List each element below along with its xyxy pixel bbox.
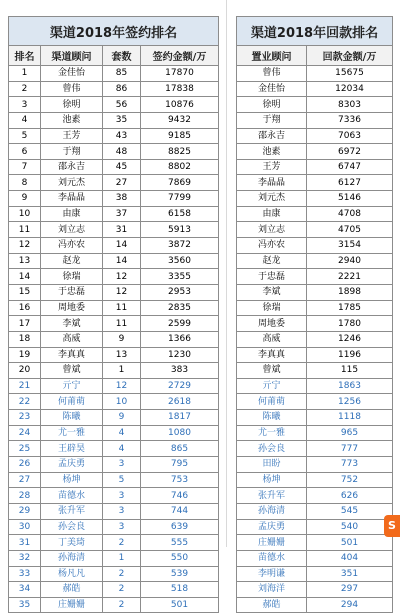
table-row <box>237 378 393 394</box>
advisor-cell[interactable]: 陈曦 <box>41 410 103 426</box>
advisor-cell[interactable]: 王辟昊 <box>41 441 103 457</box>
table-row <box>9 81 219 97</box>
table-row <box>237 191 393 207</box>
advisor-cell[interactable]: 郝皓 <box>41 582 103 598</box>
advisor-cell[interactable]: 刘元杰 <box>41 175 103 191</box>
payment-amount-cell[interactable]: 6747 <box>307 159 393 175</box>
advisor-cell[interactable]: 李斌 <box>41 316 103 332</box>
table-row <box>237 394 393 410</box>
advisor-cell[interactable]: 徐明 <box>41 97 103 113</box>
units-cell[interactable]: 2 <box>103 566 141 582</box>
payment-amount-cell[interactable]: 773 <box>307 457 393 473</box>
table-row <box>9 66 219 82</box>
signing-amount-cell[interactable]: 795 <box>141 457 219 473</box>
units-cell[interactable]: 4 <box>103 425 141 441</box>
signing-amount-cell[interactable]: 17838 <box>141 81 219 97</box>
advisor-cell[interactable]: 由康 <box>41 206 103 222</box>
advisor-cell[interactable]: 杨坤 <box>41 472 103 488</box>
units-cell[interactable]: 45 <box>103 159 141 175</box>
signing-amount-cell[interactable]: 9432 <box>141 112 219 128</box>
rank-cell[interactable]: 14 <box>9 269 41 285</box>
consultant-cell[interactable]: 孙会良 <box>237 441 307 457</box>
table-row <box>9 550 219 566</box>
signing-amount-cell[interactable]: 744 <box>141 503 219 519</box>
units-cell[interactable]: 5 <box>103 472 141 488</box>
consultant-cell[interactable]: 徐瑞 <box>237 300 307 316</box>
signing-amount-cell[interactable]: 8802 <box>141 159 219 175</box>
units-cell[interactable]: 2 <box>103 597 141 613</box>
table-row <box>237 597 393 613</box>
rank-cell[interactable]: 21 <box>9 378 41 394</box>
payment-amount-cell[interactable]: 7063 <box>307 128 393 144</box>
units-cell[interactable]: 13 <box>103 347 141 363</box>
advisor-header[interactable]: 渠道顾问 <box>41 46 103 66</box>
units-cell[interactable]: 3 <box>103 519 141 535</box>
units-cell[interactable]: 10 <box>103 394 141 410</box>
consultant-cell[interactable]: 冯亦农 <box>237 238 307 254</box>
consultant-cell[interactable]: 苗德水 <box>237 550 307 566</box>
payment-amount-cell[interactable]: 540 <box>307 519 393 535</box>
consultant-cell[interactable]: 曾伟 <box>237 66 307 82</box>
table-row <box>9 566 219 582</box>
units-cell[interactable]: 86 <box>103 81 141 97</box>
consultant-cell[interactable]: 亓宁 <box>237 378 307 394</box>
table-row <box>9 159 219 175</box>
rank-cell[interactable]: 24 <box>9 425 41 441</box>
signing-amount-cell[interactable]: 3560 <box>141 253 219 269</box>
table-row <box>9 191 219 207</box>
units-cell[interactable]: 35 <box>103 112 141 128</box>
units-cell[interactable]: 14 <box>103 238 141 254</box>
table-row <box>9 410 219 426</box>
payment-amount-cell[interactable]: 1246 <box>307 331 393 347</box>
rank-cell[interactable]: 31 <box>9 535 41 551</box>
units-cell[interactable]: 14 <box>103 253 141 269</box>
signing-amount-cell[interactable]: 6158 <box>141 206 219 222</box>
consultant-cell[interactable]: 孟庆勇 <box>237 519 307 535</box>
table-row <box>9 144 219 160</box>
table-row <box>9 269 219 285</box>
units-cell[interactable]: 56 <box>103 97 141 113</box>
signing-amount-cell[interactable]: 2618 <box>141 394 219 410</box>
table-row <box>9 112 219 128</box>
advisor-cell[interactable]: 曾伟 <box>41 81 103 97</box>
consultant-cell[interactable]: 尤一雅 <box>237 425 307 441</box>
signing-amount-cell[interactable]: 555 <box>141 535 219 551</box>
table-row <box>237 331 393 347</box>
units-cell[interactable]: 3 <box>103 503 141 519</box>
table-row <box>9 284 219 300</box>
table-row <box>237 81 393 97</box>
payment-amount-cell[interactable]: 351 <box>307 566 393 582</box>
payment-amount-cell[interactable]: 2940 <box>307 253 393 269</box>
consultant-cell[interactable]: 于忠磊 <box>237 269 307 285</box>
table-row <box>9 535 219 551</box>
table-row <box>9 457 219 473</box>
table-row <box>9 378 219 394</box>
signing-amount-cell[interactable]: 3355 <box>141 269 219 285</box>
table-row <box>9 363 219 379</box>
table-row <box>237 284 393 300</box>
payment-amount-cell[interactable]: 545 <box>307 503 393 519</box>
table-row <box>237 300 393 316</box>
signing-amount-cell[interactable]: 518 <box>141 582 219 598</box>
payment-table-title: 渠道2018年回款排名 <box>237 17 393 46</box>
signing-amount-cell[interactable]: 865 <box>141 441 219 457</box>
signing-table-title: 渠道2018年签约排名 <box>9 17 219 46</box>
table-row <box>9 206 219 222</box>
advisor-cell[interactable]: 丁美琦 <box>41 535 103 551</box>
rank-cell[interactable]: 32 <box>9 550 41 566</box>
table-row <box>9 331 219 347</box>
signing-amount-cell[interactable]: 5913 <box>141 222 219 238</box>
payment-table-body <box>237 66 393 613</box>
table-row <box>237 410 393 426</box>
units-cell[interactable]: 2 <box>103 582 141 598</box>
rank-cell[interactable]: 4 <box>9 112 41 128</box>
signing-amount-cell[interactable]: 10876 <box>141 97 219 113</box>
table-row <box>237 112 393 128</box>
table-row <box>9 316 219 332</box>
signing-ranking-table <box>8 16 219 613</box>
rank-header[interactable]: 排名 <box>9 46 41 66</box>
consultant-cell[interactable]: 邵永吉 <box>237 128 307 144</box>
rank-cell[interactable]: 25 <box>9 441 41 457</box>
signing-amount-cell[interactable]: 9185 <box>141 128 219 144</box>
signing-amount-cell[interactable]: 550 <box>141 550 219 566</box>
table-row <box>237 457 393 473</box>
consultant-cell[interactable]: 陈曦 <box>237 410 307 426</box>
units-cell[interactable]: 3 <box>103 457 141 473</box>
rank-cell[interactable]: 33 <box>9 566 41 582</box>
table-row <box>9 222 219 238</box>
signing-amount-cell[interactable]: 746 <box>141 488 219 504</box>
payment-amount-cell[interactable]: 6127 <box>307 175 393 191</box>
signing-amount-cell[interactable]: 2953 <box>141 284 219 300</box>
advisor-cell[interactable]: 赵龙 <box>41 253 103 269</box>
table-row <box>237 159 393 175</box>
units-cell[interactable]: 1 <box>103 363 141 379</box>
payment-amount-cell[interactable]: 2221 <box>307 269 393 285</box>
table-row <box>9 472 219 488</box>
units-cell[interactable]: 31 <box>103 222 141 238</box>
rank-cell[interactable]: 26 <box>9 457 41 473</box>
table-row <box>237 222 393 238</box>
table-row <box>237 425 393 441</box>
signing-amount-header[interactable]: 签约金额/万 <box>141 46 219 66</box>
signing-amount-cell[interactable]: 2599 <box>141 316 219 332</box>
advisor-cell[interactable]: 池素 <box>41 112 103 128</box>
table-row <box>237 316 393 332</box>
advisor-cell[interactable]: 周地委 <box>41 300 103 316</box>
rank-cell[interactable]: 34 <box>9 582 41 598</box>
table-row <box>9 441 219 457</box>
table-row <box>9 582 219 598</box>
table-row <box>237 519 393 535</box>
rank-cell[interactable]: 22 <box>9 394 41 410</box>
signing-amount-cell[interactable]: 3872 <box>141 238 219 254</box>
rank-cell[interactable]: 16 <box>9 300 41 316</box>
table-row <box>9 175 219 191</box>
advisor-cell[interactable]: 张升军 <box>41 503 103 519</box>
payment-amount-cell[interactable]: 4708 <box>307 206 393 222</box>
payment-amount-cell[interactable]: 501 <box>307 535 393 551</box>
signing-amount-cell[interactable]: 17870 <box>141 66 219 82</box>
advisor-cell[interactable]: 曾斌 <box>41 363 103 379</box>
consultant-cell[interactable]: 孙海清 <box>237 503 307 519</box>
units-cell[interactable]: 4 <box>103 441 141 457</box>
payment-amount-cell[interactable]: 7336 <box>307 112 393 128</box>
signing-amount-cell[interactable]: 501 <box>141 597 219 613</box>
payment-amount-cell[interactable]: 115 <box>307 363 393 379</box>
payment-amount-cell[interactable]: 15675 <box>307 66 393 82</box>
advisor-cell[interactable]: 孙海清 <box>41 550 103 566</box>
advisor-cell[interactable]: 刘立志 <box>41 222 103 238</box>
advisor-cell[interactable]: 孟庆勇 <box>41 457 103 473</box>
table-row <box>9 425 219 441</box>
rank-cell[interactable]: 3 <box>9 97 41 113</box>
payment-amount-cell[interactable]: 752 <box>307 472 393 488</box>
payment-amount-cell[interactable]: 294 <box>307 597 393 613</box>
table-row <box>237 66 393 82</box>
rank-cell[interactable]: 17 <box>9 316 41 332</box>
rank-cell[interactable]: 27 <box>9 472 41 488</box>
rank-cell[interactable]: 15 <box>9 284 41 300</box>
consultant-cell[interactable]: 高威 <box>237 331 307 347</box>
payment-amount-cell[interactable]: 965 <box>307 425 393 441</box>
units-cell[interactable]: 11 <box>103 300 141 316</box>
table-row <box>237 144 393 160</box>
advisor-cell[interactable]: 王芳 <box>41 128 103 144</box>
rank-cell[interactable]: 12 <box>9 238 41 254</box>
signing-amount-cell[interactable]: 1230 <box>141 347 219 363</box>
advisor-cell[interactable]: 于翔 <box>41 144 103 160</box>
consultant-cell[interactable]: 杨坤 <box>237 472 307 488</box>
rank-cell[interactable]: 35 <box>9 597 41 613</box>
rank-cell[interactable]: 19 <box>9 347 41 363</box>
table-row <box>237 582 393 598</box>
rank-cell[interactable]: 13 <box>9 253 41 269</box>
rank-cell[interactable]: 6 <box>9 144 41 160</box>
signing-amount-cell[interactable]: 383 <box>141 363 219 379</box>
advisor-cell[interactable]: 高威 <box>41 331 103 347</box>
consultant-cell[interactable]: 田盼 <box>237 457 307 473</box>
units-cell[interactable]: 9 <box>103 410 141 426</box>
table-row <box>9 238 219 254</box>
payment-amount-cell[interactable]: 6972 <box>307 144 393 160</box>
payment-amount-cell[interactable]: 1785 <box>307 300 393 316</box>
payment-amount-header[interactable]: 回款金额/万 <box>307 46 393 66</box>
signing-table-body <box>9 66 219 613</box>
units-cell[interactable]: 12 <box>103 378 141 394</box>
rank-cell[interactable]: 29 <box>9 503 41 519</box>
table-row <box>237 128 393 144</box>
table-row <box>237 550 393 566</box>
signing-amount-cell[interactable]: 7799 <box>141 191 219 207</box>
consultant-cell[interactable]: 李真真 <box>237 347 307 363</box>
consultant-cell[interactable]: 由康 <box>237 206 307 222</box>
rank-cell[interactable]: 23 <box>9 410 41 426</box>
table-row <box>9 488 219 504</box>
consultant-cell[interactable]: 庄姗姗 <box>237 535 307 551</box>
consultant-cell[interactable]: 张升军 <box>237 488 307 504</box>
units-cell[interactable]: 27 <box>103 175 141 191</box>
advisor-cell[interactable]: 庄姗姗 <box>41 597 103 613</box>
units-cell[interactable]: 37 <box>103 206 141 222</box>
units-header[interactable]: 套数 <box>103 46 141 66</box>
signing-amount-cell[interactable]: 2835 <box>141 300 219 316</box>
payment-amount-cell[interactable]: 1256 <box>307 394 393 410</box>
advisor-cell[interactable]: 邵永吉 <box>41 159 103 175</box>
units-cell[interactable]: 11 <box>103 316 141 332</box>
table-row <box>237 97 393 113</box>
advisor-cell[interactable]: 李真真 <box>41 347 103 363</box>
units-cell[interactable]: 9 <box>103 331 141 347</box>
table-row <box>9 347 219 363</box>
consultant-cell[interactable]: 刘海洋 <box>237 582 307 598</box>
table-row <box>9 300 219 316</box>
table-row <box>237 269 393 285</box>
consultant-cell[interactable]: 于翔 <box>237 112 307 128</box>
table-row <box>237 503 393 519</box>
rank-cell[interactable]: 30 <box>9 519 41 535</box>
consultant-cell[interactable]: 刘立志 <box>237 222 307 238</box>
table-row <box>237 175 393 191</box>
consultant-cell[interactable]: 周地委 <box>237 316 307 332</box>
consultant-cell[interactable]: 郝皓 <box>237 597 307 613</box>
advisor-cell[interactable]: 于忠磊 <box>41 284 103 300</box>
payment-amount-cell[interactable]: 1118 <box>307 410 393 426</box>
advisor-cell[interactable]: 尤一雅 <box>41 425 103 441</box>
payment-amount-cell[interactable]: 626 <box>307 488 393 504</box>
signing-amount-cell[interactable]: 7869 <box>141 175 219 191</box>
payment-amount-cell[interactable]: 1196 <box>307 347 393 363</box>
signing-amount-cell[interactable]: 1080 <box>141 425 219 441</box>
consultant-cell[interactable]: 李晶晶 <box>237 175 307 191</box>
table-row <box>9 503 219 519</box>
table-row <box>237 535 393 551</box>
signing-amount-cell[interactable]: 639 <box>141 519 219 535</box>
payment-amount-cell[interactable]: 297 <box>307 582 393 598</box>
rank-cell[interactable]: 20 <box>9 363 41 379</box>
units-cell[interactable]: 2 <box>103 535 141 551</box>
table-row <box>237 566 393 582</box>
rank-cell[interactable]: 1 <box>9 66 41 82</box>
units-cell[interactable]: 1 <box>103 550 141 566</box>
consultant-cell[interactable]: 金佳怡 <box>237 81 307 97</box>
table-row <box>237 253 393 269</box>
advisor-cell[interactable]: 李晶晶 <box>41 191 103 207</box>
units-cell[interactable]: 48 <box>103 144 141 160</box>
rank-cell[interactable]: 11 <box>9 222 41 238</box>
rank-cell[interactable]: 7 <box>9 159 41 175</box>
table-row <box>237 363 393 379</box>
table-row <box>9 128 219 144</box>
units-cell[interactable]: 43 <box>103 128 141 144</box>
rank-cell[interactable]: 18 <box>9 331 41 347</box>
table-row <box>237 488 393 504</box>
table-row <box>237 441 393 457</box>
payment-amount-cell[interactable]: 1898 <box>307 284 393 300</box>
payment-amount-cell[interactable]: 5146 <box>307 191 393 207</box>
app-logo-icon[interactable]: S <box>384 515 400 537</box>
consultant-cell[interactable]: 池素 <box>237 144 307 160</box>
payment-amount-cell[interactable]: 12034 <box>307 81 393 97</box>
advisor-cell[interactable]: 亓宁 <box>41 378 103 394</box>
consultant-cell[interactable]: 曾斌 <box>237 363 307 379</box>
units-cell[interactable]: 85 <box>103 66 141 82</box>
advisor-cell[interactable]: 徐瑞 <box>41 269 103 285</box>
payment-ranking-table <box>236 16 393 613</box>
units-cell[interactable]: 38 <box>103 191 141 207</box>
units-cell[interactable]: 3 <box>103 488 141 504</box>
units-cell[interactable]: 12 <box>103 269 141 285</box>
table-row <box>9 394 219 410</box>
advisor-cell[interactable]: 杨凡凡 <box>41 566 103 582</box>
rank-cell[interactable]: 2 <box>9 81 41 97</box>
units-cell[interactable]: 12 <box>103 284 141 300</box>
table-row <box>9 519 219 535</box>
table-row <box>9 597 219 613</box>
column-separator <box>226 0 227 547</box>
payment-amount-cell[interactable]: 3154 <box>307 238 393 254</box>
rank-cell[interactable]: 8 <box>9 175 41 191</box>
advisor-cell[interactable]: 金佳怡 <box>41 66 103 82</box>
table-row <box>9 97 219 113</box>
advisor-cell[interactable]: 何莆萌 <box>41 394 103 410</box>
payment-amount-cell[interactable]: 404 <box>307 550 393 566</box>
advisor-cell[interactable]: 孙会良 <box>41 519 103 535</box>
rank-cell[interactable]: 10 <box>9 206 41 222</box>
rank-cell[interactable]: 9 <box>9 191 41 207</box>
payment-amount-cell[interactable]: 8303 <box>307 97 393 113</box>
signing-amount-cell[interactable]: 539 <box>141 566 219 582</box>
consultant-header[interactable]: 置业顾问 <box>237 46 307 66</box>
advisor-cell[interactable]: 苗德水 <box>41 488 103 504</box>
signing-amount-cell[interactable]: 1817 <box>141 410 219 426</box>
consultant-cell[interactable]: 徐明 <box>237 97 307 113</box>
consultant-cell[interactable]: 李斌 <box>237 284 307 300</box>
rank-cell[interactable]: 5 <box>9 128 41 144</box>
payment-amount-cell[interactable]: 1863 <box>307 378 393 394</box>
table-row <box>237 238 393 254</box>
consultant-cell[interactable]: 何莆萌 <box>237 394 307 410</box>
consultant-cell[interactable]: 刘元杰 <box>237 191 307 207</box>
table-row <box>237 206 393 222</box>
signing-amount-cell[interactable]: 8825 <box>141 144 219 160</box>
consultant-cell[interactable]: 李明谦 <box>237 566 307 582</box>
table-row <box>237 347 393 363</box>
consultant-cell[interactable]: 赵龙 <box>237 253 307 269</box>
consultant-cell[interactable]: 王芳 <box>237 159 307 175</box>
payment-amount-cell[interactable]: 1780 <box>307 316 393 332</box>
payment-amount-cell[interactable]: 4705 <box>307 222 393 238</box>
signing-amount-cell[interactable]: 2729 <box>141 378 219 394</box>
payment-amount-cell[interactable]: 777 <box>307 441 393 457</box>
table-row <box>237 472 393 488</box>
signing-amount-cell[interactable]: 1366 <box>141 331 219 347</box>
signing-amount-cell[interactable]: 753 <box>141 472 219 488</box>
table-row <box>9 253 219 269</box>
rank-cell[interactable]: 28 <box>9 488 41 504</box>
advisor-cell[interactable]: 冯亦农 <box>41 238 103 254</box>
